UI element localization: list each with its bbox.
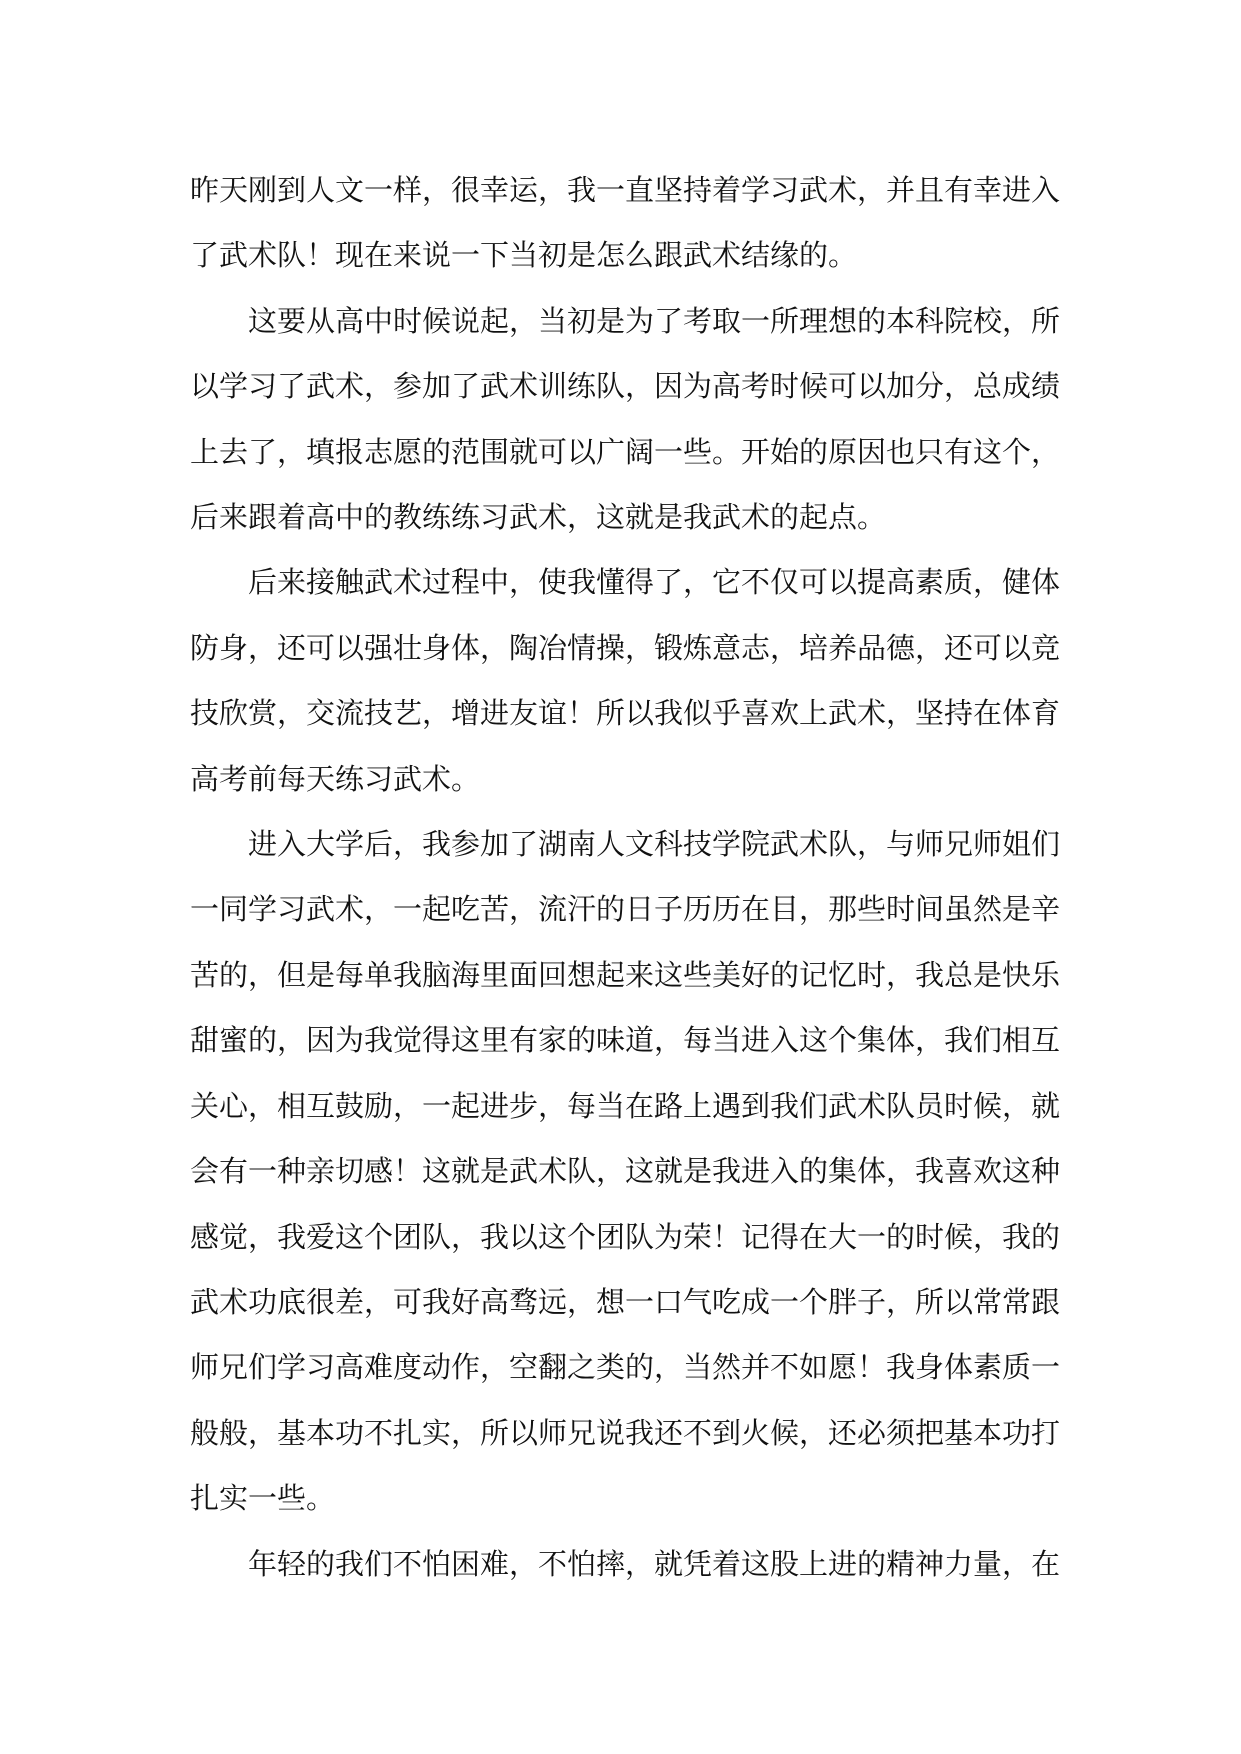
text-line: 高考前每天练习武术。 bbox=[190, 761, 481, 796]
text-line: 会有一种亲切感！这就是武术队，这就是我进入的集体，我喜欢这种 bbox=[190, 1154, 1061, 1189]
text-line: 后来接触武术过程中，使我懂得了，它不仅可以提高素质，健体 bbox=[248, 565, 1061, 600]
text-line: 般般，基本功不扎实，所以师兄说我还不到火候，还必须把基本功打 bbox=[190, 1415, 1061, 1450]
paragraph-2 bbox=[190, 289, 1061, 551]
text-line: 关心，相互鼓励，一起进步，每当在路上遇到我们武术队员时候，就 bbox=[190, 1088, 1061, 1123]
text-line: 上去了，填报志愿的范围就可以广阔一些。开始的原因也只有这个， bbox=[190, 434, 1061, 469]
text-line: 苦的，但是每单我脑海里面回想起来这些美好的记忆时，我总是快乐 bbox=[190, 957, 1061, 992]
text-line: 防身，还可以强壮身体，陶冶情操，锻炼意志，培养品德，还可以竞 bbox=[190, 630, 1061, 665]
paragraph-3 bbox=[190, 550, 1061, 812]
text-line: 甜蜜的，因为我觉得这里有家的味道，每当进入这个集体，我们相互 bbox=[190, 1023, 1061, 1058]
text-line: 武术功底很差，可我好高骛远，想一口气吃成一个胖子，所以常常跟 bbox=[190, 1284, 1061, 1319]
paragraph-1 bbox=[190, 158, 1061, 289]
text-line: 一同学习武术，一起吃苦，流汗的日子历历在目，那些时间虽然是辛 bbox=[190, 892, 1061, 927]
paragraph-4 bbox=[190, 812, 1061, 1531]
text-line: 这要从高中时候说起，当初是为了考取一所理想的本科院校，所 bbox=[248, 303, 1061, 338]
text-line: 感觉，我爱这个团队，我以这个团队为荣！记得在大一的时候，我的 bbox=[190, 1219, 1061, 1254]
text-line: 了武术队！现在来说一下当初是怎么跟武术结缘的。 bbox=[190, 238, 858, 273]
text-line: 年轻的我们不怕困难，不怕摔，就凭着这股上进的精神力量，在 bbox=[248, 1546, 1061, 1581]
paragraph-5 bbox=[190, 1532, 1061, 1597]
text-line: 师兄们学习高难度动作，空翻之类的，当然并不如愿！我身体素质一 bbox=[190, 1350, 1061, 1385]
text-line: 技欣赏，交流技艺，增进友谊！所以我似乎喜欢上武术，坚持在体育 bbox=[190, 696, 1061, 731]
text-line: 扎实一些。 bbox=[190, 1481, 336, 1516]
document-body bbox=[190, 158, 1061, 1597]
text-line: 以学习了武术，参加了武术训练队，因为高考时候可以加分，总成绩 bbox=[190, 369, 1061, 404]
text-line: 进入大学后，我参加了湖南人文科技学院武术队，与师兄师姐们 bbox=[248, 827, 1061, 862]
text-line: 后来跟着高中的教练练习武术，这就是我武术的起点。 bbox=[190, 500, 887, 535]
text-line: 昨天刚到人文一样，很幸运，我一直坚持着学习武术，并且有幸进入 bbox=[190, 173, 1061, 207]
